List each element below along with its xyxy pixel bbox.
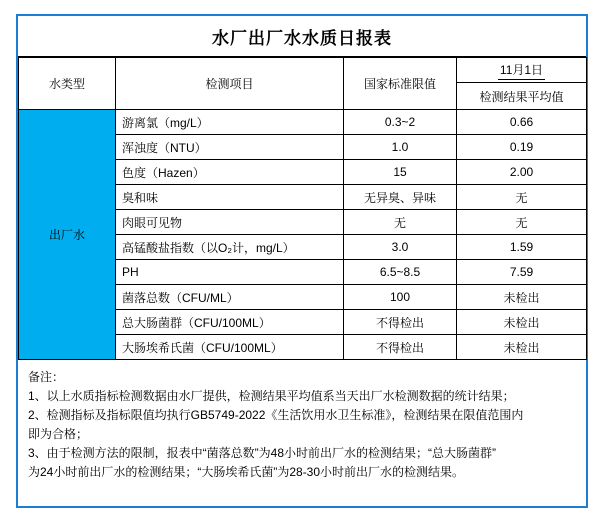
report-title-row bbox=[18, 16, 586, 57]
cell-standard: 1.0 bbox=[344, 135, 457, 160]
note-line: 3、由于检测方法的限制，报表中“菌落总数”为48小时前出厂水的检测结果；“总大肠菌群” bbox=[28, 446, 497, 460]
cell-item: 游离氯（mg/L） bbox=[116, 110, 344, 135]
water-quality-table bbox=[18, 57, 587, 360]
header-water-type: 水类型 bbox=[19, 58, 116, 110]
cell-standard: 0.3~2 bbox=[344, 110, 457, 135]
cell-result: 7.59 bbox=[457, 260, 587, 285]
table-header-row bbox=[19, 58, 587, 83]
cell-standard: 15 bbox=[344, 160, 457, 185]
cell-result: 0.66 bbox=[457, 110, 587, 135]
cell-standard: 100 bbox=[344, 285, 457, 310]
note-line: 备注： bbox=[28, 370, 65, 384]
cell-water-type: 出厂水 bbox=[19, 110, 116, 360]
cell-standard: 无 bbox=[344, 210, 457, 235]
cell-standard: 6.5~8.5 bbox=[344, 260, 457, 285]
cell-result: 1.59 bbox=[457, 235, 587, 260]
cell-item: 肉眼可见物 bbox=[116, 210, 344, 235]
report-card bbox=[16, 14, 588, 508]
cell-item: 大肠埃希氏菌（CFU/100ML） bbox=[116, 335, 344, 360]
cell-item: 色度（Hazen） bbox=[116, 160, 344, 185]
page-title: 水厂出厂水水质日报表 bbox=[212, 28, 392, 48]
cell-result: 无 bbox=[457, 185, 587, 210]
notes-section bbox=[18, 360, 586, 482]
table-row bbox=[19, 110, 587, 135]
note-line: 即为合格； bbox=[28, 427, 89, 441]
note-line: 为24小时前出厂水的检测结果；“大肠埃希氏菌”为28-30小时前出厂水的检测结果。 bbox=[28, 465, 465, 479]
cell-item: PH bbox=[116, 260, 344, 285]
cell-item: 浑浊度（NTU） bbox=[116, 135, 344, 160]
cell-standard: 不得检出 bbox=[344, 335, 457, 360]
header-test-item: 检测项目 bbox=[116, 58, 344, 110]
cell-item: 总大肠菌群（CFU/100ML） bbox=[116, 310, 344, 335]
cell-result: 未检出 bbox=[457, 285, 587, 310]
cell-result: 0.19 bbox=[457, 135, 587, 160]
note-line: 1、以上水质指标检测数据由水厂提供，检测结果平均值系当天出厂水检测数据的统计结果； bbox=[28, 389, 515, 403]
cell-item: 高锰酸盐指数（以O₂计，mg/L） bbox=[116, 235, 344, 260]
cell-result: 无 bbox=[457, 210, 587, 235]
header-date-text: 11月1日 bbox=[498, 61, 545, 80]
header-average-result: 检测结果平均值 bbox=[457, 83, 587, 110]
note-line: 2、检测指标及指标限值均执行GB5749-2022《生活饮用水卫生标准》，检测结果在限值范围内 bbox=[28, 408, 524, 422]
cell-result: 未检出 bbox=[457, 335, 587, 360]
cell-standard: 无异臭、异味 bbox=[344, 185, 457, 210]
header-national-standard: 国家标准限值 bbox=[344, 58, 457, 110]
cell-result: 未检出 bbox=[457, 310, 587, 335]
cell-item: 臭和味 bbox=[116, 185, 344, 210]
cell-result: 2.00 bbox=[457, 160, 587, 185]
cell-standard: 不得检出 bbox=[344, 310, 457, 335]
cell-item: 菌落总数（CFU/ML） bbox=[116, 285, 344, 310]
cell-standard: 3.0 bbox=[344, 235, 457, 260]
header-date bbox=[457, 58, 587, 83]
